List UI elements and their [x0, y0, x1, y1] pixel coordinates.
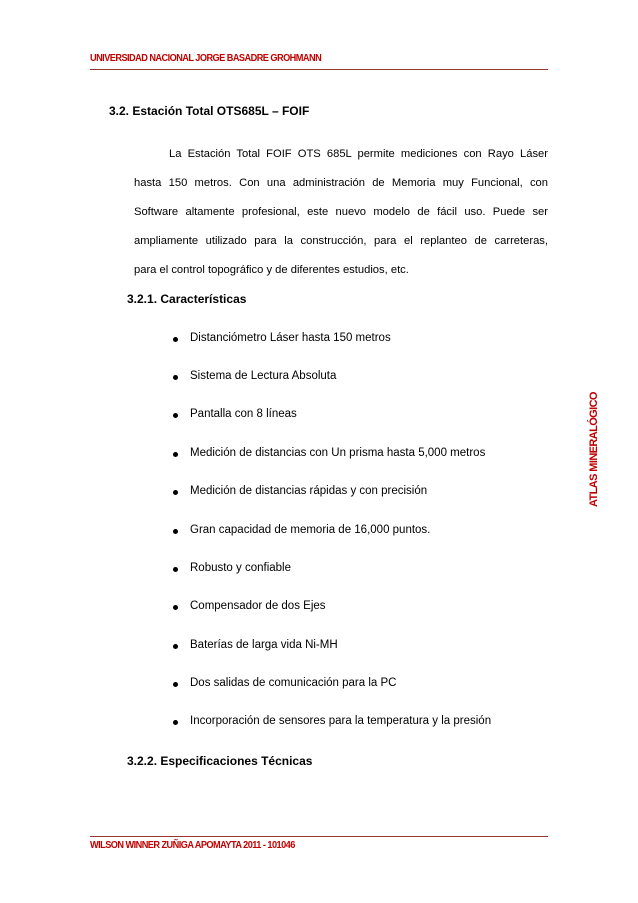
list-item-text: Sistema de Lectura Absoluta — [190, 370, 337, 382]
list-item-text: Medición de distancias rápidas y con precisión — [190, 485, 428, 497]
list-item-text: Dos salidas de comunicación para la PC — [190, 677, 397, 689]
paragraph-line: Software altamente profesional, este nuevo modelo de fácil uso. Puede ser — [134, 206, 548, 218]
list-item-text: Medición de distancias con Un prisma hasta 5,000 metros — [190, 447, 486, 459]
section-title: 3.2. Estación Total OTS685L – FOIF — [109, 104, 310, 118]
bullet-icon — [173, 452, 178, 457]
list-item-text: Pantalla con 8 líneas — [190, 408, 297, 420]
list-item-text: Compensador de dos Ejes — [190, 600, 326, 612]
bullet-icon — [173, 490, 178, 495]
paragraph-line: La Estación Total FOIF OTS 685L permite mediciones con Rayo Láser — [169, 148, 548, 160]
header-institution: UNIVERSIDAD NACIONAL JORGE BASADRE GROHMANN — [90, 53, 322, 64]
paragraph-line: hasta 150 metros. Con una administración de Memoria muy Funcional, con — [134, 177, 548, 189]
bullet-icon — [173, 337, 178, 342]
list-item-text: Distanciómetro Láser hasta 150 metros — [190, 332, 391, 344]
list-item-text: Robusto y confiable — [190, 562, 292, 574]
side-label-text: ATLAS MINERALÓGICO — [588, 392, 600, 507]
bullet-icon — [173, 529, 178, 534]
paragraph-line: ampliamente utilizado para la construcción, para el replanteo de carreteras, — [134, 235, 548, 247]
list-item-text: Gran capacidad de memoria de 16,000 puntos. — [190, 524, 431, 536]
bullet-icon — [173, 375, 178, 380]
header-divider — [90, 69, 548, 70]
bullet-icon — [173, 720, 178, 725]
list-item-text: Baterías de larga vida Ni-MH — [190, 639, 338, 651]
subsection-specifications-title: 3.2.2. Especificaciones Técnicas — [127, 754, 313, 768]
list-item-text: Incorporación de sensores para la temperatura y la presión — [190, 715, 492, 727]
footer-author: WILSON WINNER ZUÑIGA APOMAYTA 2011 - 101046 — [90, 840, 295, 851]
bullet-icon — [173, 413, 178, 418]
subsection-characteristics-title: 3.2.1. Características — [127, 292, 247, 306]
footer-divider — [90, 836, 548, 837]
bullet-icon — [173, 567, 178, 572]
bullet-icon — [173, 605, 178, 610]
bullet-icon — [173, 682, 178, 687]
bullet-icon — [173, 644, 178, 649]
paragraph-line: para el control topográfico y de diferentes estudios, etc. — [134, 264, 409, 276]
